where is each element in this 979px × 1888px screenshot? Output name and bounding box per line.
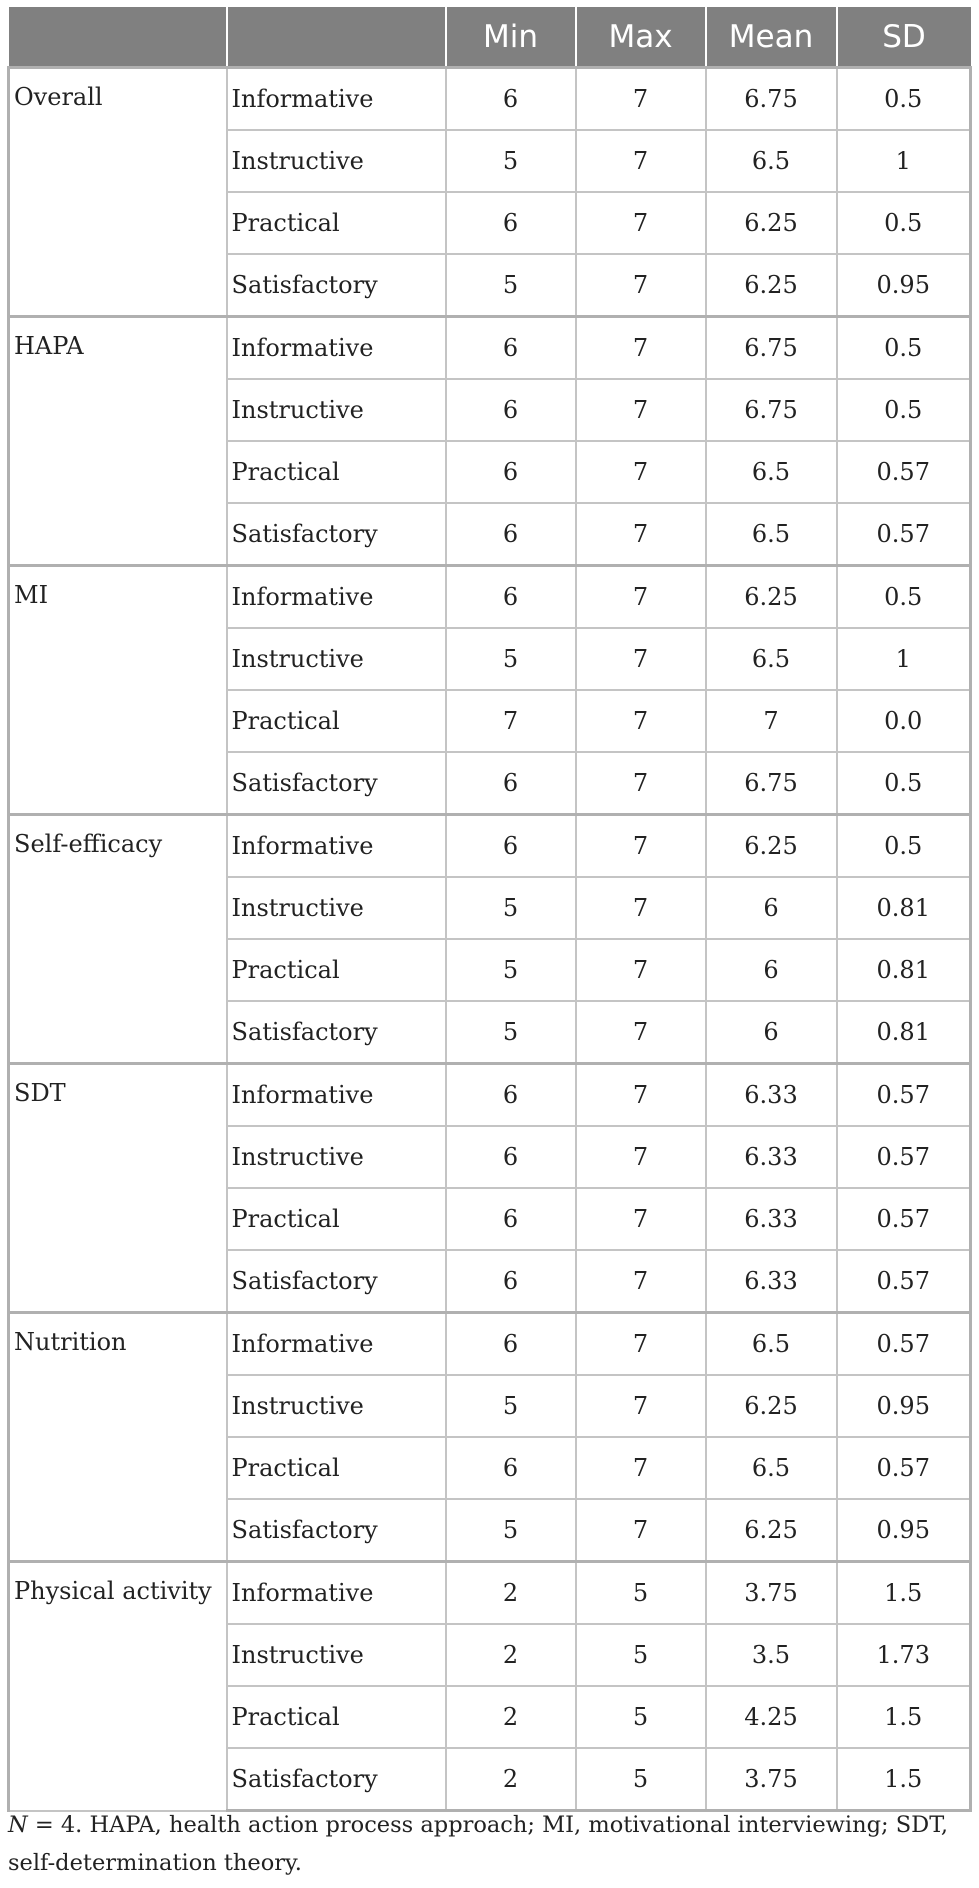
max-cell: 7 [576,690,706,752]
max-cell: 7 [576,192,706,254]
sd-cell: 1.73 [837,1624,971,1686]
max-cell: 7 [576,1188,706,1250]
max-cell: 7 [576,1064,706,1127]
min-cell: 7 [446,690,576,752]
group-label: Overall [9,68,227,317]
min-cell: 2 [446,1686,576,1748]
min-cell: 6 [446,1437,576,1499]
sd-cell: 0.5 [837,317,971,380]
sd-cell: 0.81 [837,1001,971,1064]
item-label: Practical [227,939,446,1001]
max-cell: 7 [576,628,706,690]
group-label: MI [9,566,227,815]
sd-cell: 0.57 [837,1313,971,1376]
item-label: Satisfactory [227,1250,446,1313]
table-body [9,68,971,1811]
min-cell: 6 [446,1064,576,1127]
min-cell: 6 [446,503,576,566]
mean-cell: 6.33 [706,1250,837,1313]
mean-cell: 6.25 [706,254,837,317]
sd-cell: 1.5 [837,1748,971,1811]
min-cell: 6 [446,68,576,131]
mean-cell: 7 [706,690,837,752]
max-cell: 7 [576,1250,706,1313]
table-row [9,566,971,629]
min-cell: 5 [446,939,576,1001]
item-label: Informative [227,317,446,380]
max-cell: 7 [576,130,706,192]
header-max: Max [576,7,706,68]
min-cell: 6 [446,752,576,815]
mean-cell: 6.33 [706,1126,837,1188]
mean-cell: 6.33 [706,1064,837,1127]
mean-cell: 6.25 [706,815,837,878]
min-cell: 2 [446,1624,576,1686]
min-cell: 6 [446,1126,576,1188]
sd-cell: 0.5 [837,752,971,815]
sd-cell: 0.0 [837,690,971,752]
item-label: Informative [227,566,446,629]
item-label: Instructive [227,1375,446,1437]
max-cell: 7 [576,379,706,441]
item-label: Informative [227,1064,446,1127]
item-label: Informative [227,1562,446,1625]
min-cell: 5 [446,1375,576,1437]
sd-cell: 0.95 [837,1499,971,1562]
footnote-n-label: N [8,1812,28,1838]
sd-cell: 0.5 [837,192,971,254]
header-group [9,7,227,68]
sd-cell: 0.81 [837,877,971,939]
item-label: Instructive [227,379,446,441]
mean-cell: 6.75 [706,68,837,131]
group-label: Nutrition [9,1313,227,1562]
sd-cell: 0.5 [837,379,971,441]
min-cell: 6 [446,192,576,254]
group-label: SDT [9,1064,227,1313]
max-cell: 7 [576,1001,706,1064]
item-label: Practical [227,1437,446,1499]
max-cell: 7 [576,441,706,503]
header-min: Min [446,7,576,68]
table-row [9,815,971,878]
max-cell: 7 [576,566,706,629]
header-item [227,7,446,68]
mean-cell: 6.25 [706,566,837,629]
item-label: Satisfactory [227,1748,446,1811]
table-footnote [8,1806,963,1882]
min-cell: 6 [446,1313,576,1376]
sd-cell: 1 [837,130,971,192]
min-cell: 6 [446,566,576,629]
ratings-table [7,7,972,1812]
item-label: Practical [227,690,446,752]
mean-cell: 6.25 [706,1375,837,1437]
group-label: Self-efficacy [9,815,227,1064]
min-cell: 5 [446,1001,576,1064]
mean-cell: 6.75 [706,752,837,815]
min-cell: 6 [446,815,576,878]
mean-cell: 3.75 [706,1748,837,1811]
item-label: Informative [227,1313,446,1376]
item-label: Practical [227,1188,446,1250]
max-cell: 5 [576,1748,706,1811]
item-label: Instructive [227,877,446,939]
item-label: Practical [227,192,446,254]
mean-cell: 6.5 [706,130,837,192]
mean-cell: 3.75 [706,1562,837,1625]
mean-cell: 6.25 [706,1499,837,1562]
mean-cell: 6.5 [706,1313,837,1376]
max-cell: 5 [576,1686,706,1748]
min-cell: 2 [446,1748,576,1811]
item-label: Informative [227,68,446,131]
min-cell: 6 [446,379,576,441]
sd-cell: 1.5 [837,1562,971,1625]
table-row [9,68,971,131]
mean-cell: 6.5 [706,1437,837,1499]
mean-cell: 6.5 [706,503,837,566]
max-cell: 7 [576,877,706,939]
header-sd: SD [837,7,971,68]
sd-cell: 0.5 [837,566,971,629]
min-cell: 6 [446,1250,576,1313]
table-row [9,317,971,380]
min-cell: 5 [446,254,576,317]
table-row [9,1064,971,1127]
max-cell: 7 [576,1313,706,1376]
item-label: Instructive [227,628,446,690]
table-row [9,1562,971,1625]
mean-cell: 6 [706,1001,837,1064]
max-cell: 7 [576,752,706,815]
max-cell: 7 [576,1126,706,1188]
sd-cell: 0.5 [837,68,971,131]
sd-cell: 0.57 [837,1064,971,1127]
mean-cell: 6 [706,939,837,1001]
min-cell: 5 [446,130,576,192]
sd-cell: 0.57 [837,441,971,503]
table-header [9,7,971,68]
sd-cell: 0.57 [837,503,971,566]
sd-cell: 0.57 [837,1250,971,1313]
item-label: Satisfactory [227,1001,446,1064]
mean-cell: 6.33 [706,1188,837,1250]
item-label: Satisfactory [227,254,446,317]
group-label: Physical activity [9,1562,227,1811]
sd-cell: 1 [837,628,971,690]
table-row [9,1313,971,1376]
max-cell: 7 [576,1437,706,1499]
max-cell: 5 [576,1562,706,1625]
sd-cell: 0.95 [837,1375,971,1437]
sd-cell: 0.95 [837,254,971,317]
item-label: Practical [227,1686,446,1748]
sd-cell: 1.5 [837,1686,971,1748]
min-cell: 5 [446,1499,576,1562]
max-cell: 7 [576,254,706,317]
header-mean: Mean [706,7,837,68]
mean-cell: 6.5 [706,628,837,690]
mean-cell: 6.5 [706,441,837,503]
sd-cell: 0.57 [837,1437,971,1499]
sd-cell: 0.5 [837,815,971,878]
min-cell: 5 [446,628,576,690]
sd-cell: 0.57 [837,1188,971,1250]
max-cell: 7 [576,503,706,566]
sd-cell: 0.81 [837,939,971,1001]
item-label: Instructive [227,130,446,192]
max-cell: 7 [576,317,706,380]
footnote-text: = 4. HAPA, health action process approach; MI, motivational interviewing; SDT, self-determination theory. [8,1812,949,1876]
mean-cell: 6 [706,877,837,939]
min-cell: 6 [446,1188,576,1250]
mean-cell: 6.75 [706,379,837,441]
item-label: Satisfactory [227,752,446,815]
item-label: Instructive [227,1126,446,1188]
sd-cell: 0.57 [837,1126,971,1188]
item-label: Satisfactory [227,1499,446,1562]
max-cell: 7 [576,1499,706,1562]
item-label: Satisfactory [227,503,446,566]
item-label: Practical [227,441,446,503]
max-cell: 7 [576,815,706,878]
mean-cell: 6.75 [706,317,837,380]
min-cell: 6 [446,441,576,503]
min-cell: 2 [446,1562,576,1625]
item-label: Informative [227,815,446,878]
max-cell: 7 [576,1375,706,1437]
header-row [9,7,971,68]
mean-cell: 3.5 [706,1624,837,1686]
min-cell: 5 [446,877,576,939]
max-cell: 5 [576,1624,706,1686]
max-cell: 7 [576,939,706,1001]
group-label: HAPA [9,317,227,566]
mean-cell: 4.25 [706,1686,837,1748]
item-label: Instructive [227,1624,446,1686]
mean-cell: 6.25 [706,192,837,254]
max-cell: 7 [576,68,706,131]
min-cell: 6 [446,317,576,380]
